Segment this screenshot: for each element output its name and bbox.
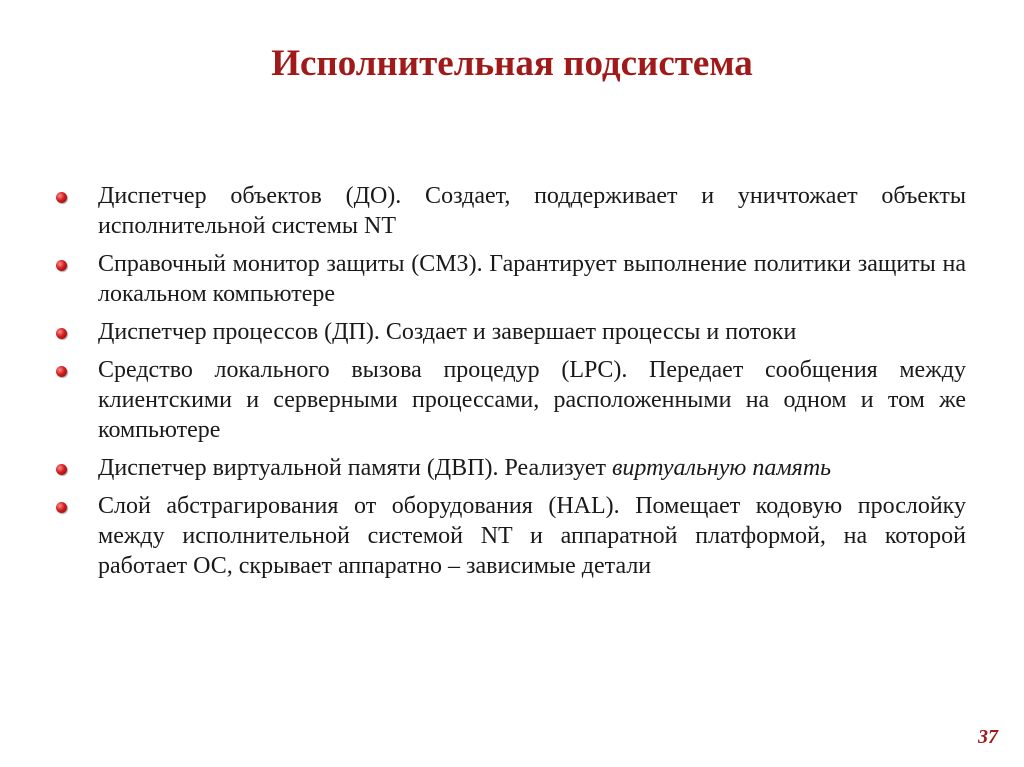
bullet-text: Слой абстрагирования от оборудования (HAL). Помещает кодовую прослойку между исполнительной системой NT и аппаратной платформой, на которой работает ОС, скрывает аппаратно – зависимые детали	[98, 493, 966, 579]
bullet-text: Справочный монитор защиты (СМЗ). Гарантирует выполнение политики защиты на локальном компьютере	[98, 251, 966, 307]
bullet-dot-icon	[56, 192, 67, 203]
page-number: 37	[978, 726, 998, 748]
bullet-dot-icon	[56, 502, 67, 513]
bullet-item-lpc	[56, 355, 966, 445]
bullet-dot-icon	[56, 464, 67, 475]
bullet-emphasis: виртуальную память	[611, 455, 832, 481]
bullet-item-process-manager	[56, 317, 966, 347]
bullet-text: Диспетчер объектов (ДО). Создает, поддерживает и уничтожает объекты исполнительной системы NT	[98, 183, 966, 239]
bullet-text: Диспетчер виртуальной памяти (ДВП). Реализует	[98, 455, 612, 481]
bullet-dot-icon	[56, 328, 67, 339]
bullet-list	[56, 181, 966, 589]
bullet-text: Средство локального вызова процедур (LPC). Передает сообщения между клиентскими и серверными процессами, расположенными на одном и том же компьютере	[98, 357, 966, 443]
slide-title: Исполнительная подсистема	[271, 43, 753, 84]
bullet-dot-icon	[56, 366, 67, 377]
bullet-item-hal	[56, 491, 966, 581]
bullet-item-virtual-memory-manager	[56, 453, 966, 483]
bullet-text: Диспетчер процессов (ДП). Создает и завершает процессы и потоки	[98, 319, 797, 345]
bullet-dot-icon	[56, 260, 67, 271]
bullet-item-object-manager	[56, 181, 966, 241]
bullet-item-security-monitor	[56, 249, 966, 309]
